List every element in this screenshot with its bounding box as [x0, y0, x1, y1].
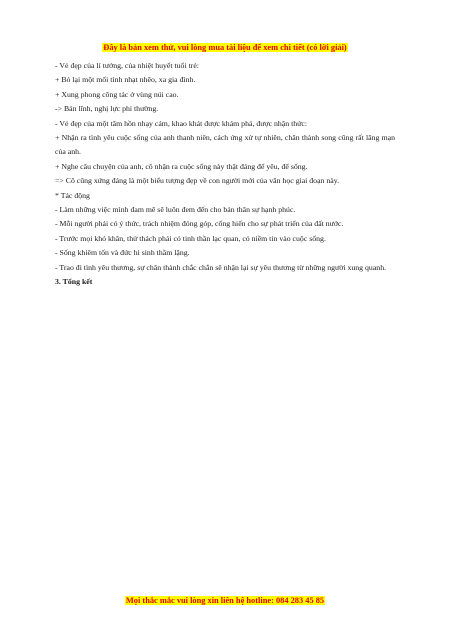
body-line: + Nhận ra tình yêu cuộc sống của anh thanh niên, cách ứng xử tự nhiên, chân thành song cũng rất lãng mạn của anh. [55, 133, 395, 157]
body-line: + Xung phong công tác ở vùng núi cao. [55, 89, 179, 99]
hotline-notice-text: Mọi thắc mắc vui lòng xin liên hệ hotline: 084 283 45 85 [125, 596, 325, 605]
preview-notice-text: Đây là bản xem thử, vui lòng mua tài liệu để xem chi tiết (có lời giải) [103, 43, 347, 52]
hotline-notice-banner [0, 596, 450, 606]
document-body [55, 59, 395, 290]
body-line: - Vẻ đẹp của lí tưởng, của nhiệt huyết tuổi trẻ: [55, 61, 199, 70]
body-line: - Vẻ đẹp của một tâm hồn nhạy cảm, khao khát được khám phá, được nhận thức: [55, 118, 308, 128]
body-line: - Làm những việc mình đam mê sẽ luôn đem đến cho bản thân sự hạnh phúc. [55, 205, 296, 215]
body-line: - Mỗi người phải có ý thức, trách nhiệm đóng góp, cống hiến cho sự phát triển của đất nước. [55, 219, 344, 229]
body-line: - Trao đi tình yêu thương, sự chân thành chắc chắn sẽ nhận lại sự yêu thương từ những người xung quanh. [55, 262, 387, 272]
section-heading: 3. Tổng kết [55, 277, 93, 287]
body-line: - Trước mọi khó khăn, thử thách phải có tinh thần lạc quan, có niềm tin vào cuộc sống. [55, 233, 326, 243]
body-line: => Cô cũng xứng đáng là một biểu tượng đẹp về con người mới của văn học giai đoạn này. [55, 176, 340, 186]
body-line: + Nghe câu chuyện của anh, cô nhận ra cuộc sống này thật đáng để yêu, để sống. [55, 161, 308, 171]
body-line: * Tác động [55, 190, 90, 200]
body-line: - Sống khiêm tốn và đức hi sinh thầm lặng. [55, 248, 190, 258]
body-line: + Bỏ lại một mối tình nhạt nhẽo, xa gia đình. [55, 75, 196, 85]
preview-notice-banner [0, 43, 450, 53]
body-line: -> Bản lĩnh, nghị lực phi thường. [55, 104, 159, 114]
